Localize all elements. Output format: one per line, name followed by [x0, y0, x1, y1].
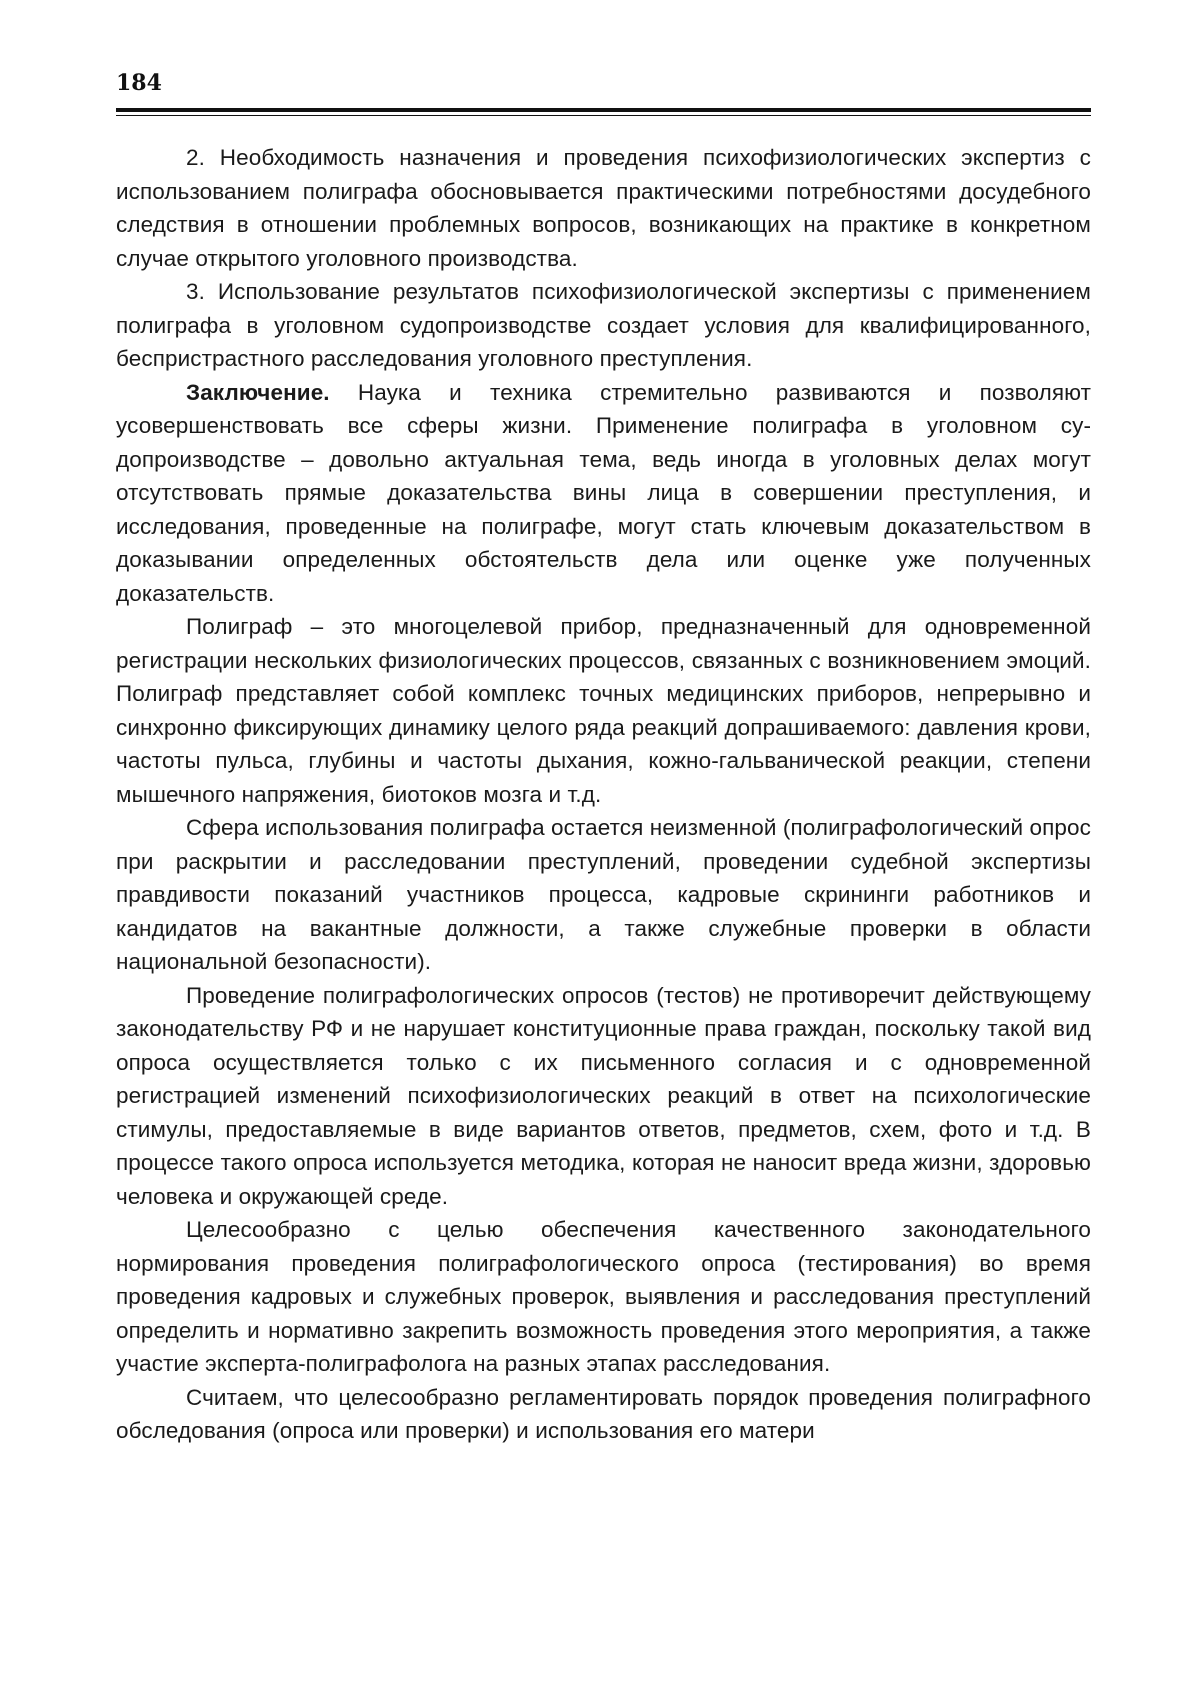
paragraph-legality: Проведение полиграфологических опросов (тестов) не противоречит действующему законодательству РФ и не нарушает конституционные права граждан, поскольку такой вид опроса осуществляется только с их письменного согласия и с одновременной регистрацией изменений психофизиологических реакций в ответ на психологические стимулы, предоставляемые в виде вариантов ответов, предметов, схем, фото и т.д. В процессе такого опроса используется методика, которая не наносит вреда жизни, здоровью человека и окружающей среде.: [116, 982, 1091, 1209]
paragraph-regulation: Считаем, что целесообразно регламентировать порядок проведения полиграфного обследования (опроса или проверки) и использования его матери: [116, 1384, 1091, 1443]
paragraph-conclusion-item-3: 3. Использование результатов психофизиологической экспертизы с применением полиграфа в уголовном судопроизводстве создает условия для квалифицированного, беспристрастного расследования уголовного преступления.: [116, 279, 1091, 371]
header-rule-thin: [116, 115, 1091, 116]
paragraph-recommendation: Целесообразно с целью обеспечения качественного законодательного нормирования проведения полиграфологического опроса (тестирования) во время проведения кадровых и служебных проверок, выявления и расследования преступлений определить и нормативно закрепить возможность проведения этого мероприятия, а также участие эксперта-полиграфолога на разных этапах расследования.: [116, 1217, 1091, 1376]
page-body: [116, 141, 1091, 1448]
page-number: 184: [116, 70, 162, 96]
paragraph-polygraph-scope: Сфера использования полиграфа остается неизменной (полиграфологический опрос при раскрытии и расследовании преступлений, проведении судебной экспертизы правдивости показаний участников процесса, кадровые скрининги работников и кандидатов на вакантные должности, а также служебные проверки в области национальной безопасности).: [116, 815, 1091, 974]
conclusion-text: Наука и техника стремительно развиваются и позволяют усовершенствовать все сферы жизни. Применение полиграфа в уголовном судопроизводстве – довольно актуальная тема, ведь иногда в уголовных делах могут отсутствовать прямые доказательства вины лица в совершении преступления, и исследования, проведенные на полиграфе, могут стать ключевым доказательством в доказывании определенных обстоятельств дела или оценке уже полученных доказательств.: [116, 379, 1091, 606]
paragraph-polygraph-definition: Полиграф – это многоцелевой прибор, предназначенный для одновременной регистрации нескольких физиологических процессов, связанных с возникновением эмоций. Полиграф представляет собой комплекс точных медицинских приборов, непрерывно и синхронно фиксирующих динамику целого ряда реакций допрашиваемого: давления крови, частоты пульса, глубины и частоты дыхания, кожно-гальванической реакции, степени мышечного напряжения, биотоков мозга и т.д.: [116, 614, 1091, 807]
paragraph-conclusion-item-2: 2. Необходимость назначения и проведения психофизиологических экспертиз с использованием полиграфа обосновывается практическими потребностями досудебного следствия в отношении проблемных вопросов, возникающих на практике в конкретном случае открытого уголовного производства.: [116, 145, 1091, 271]
paragraph-conclusion: [116, 376, 1091, 611]
header-rule: [116, 108, 1091, 112]
conclusion-heading: Заключение.: [186, 379, 330, 405]
